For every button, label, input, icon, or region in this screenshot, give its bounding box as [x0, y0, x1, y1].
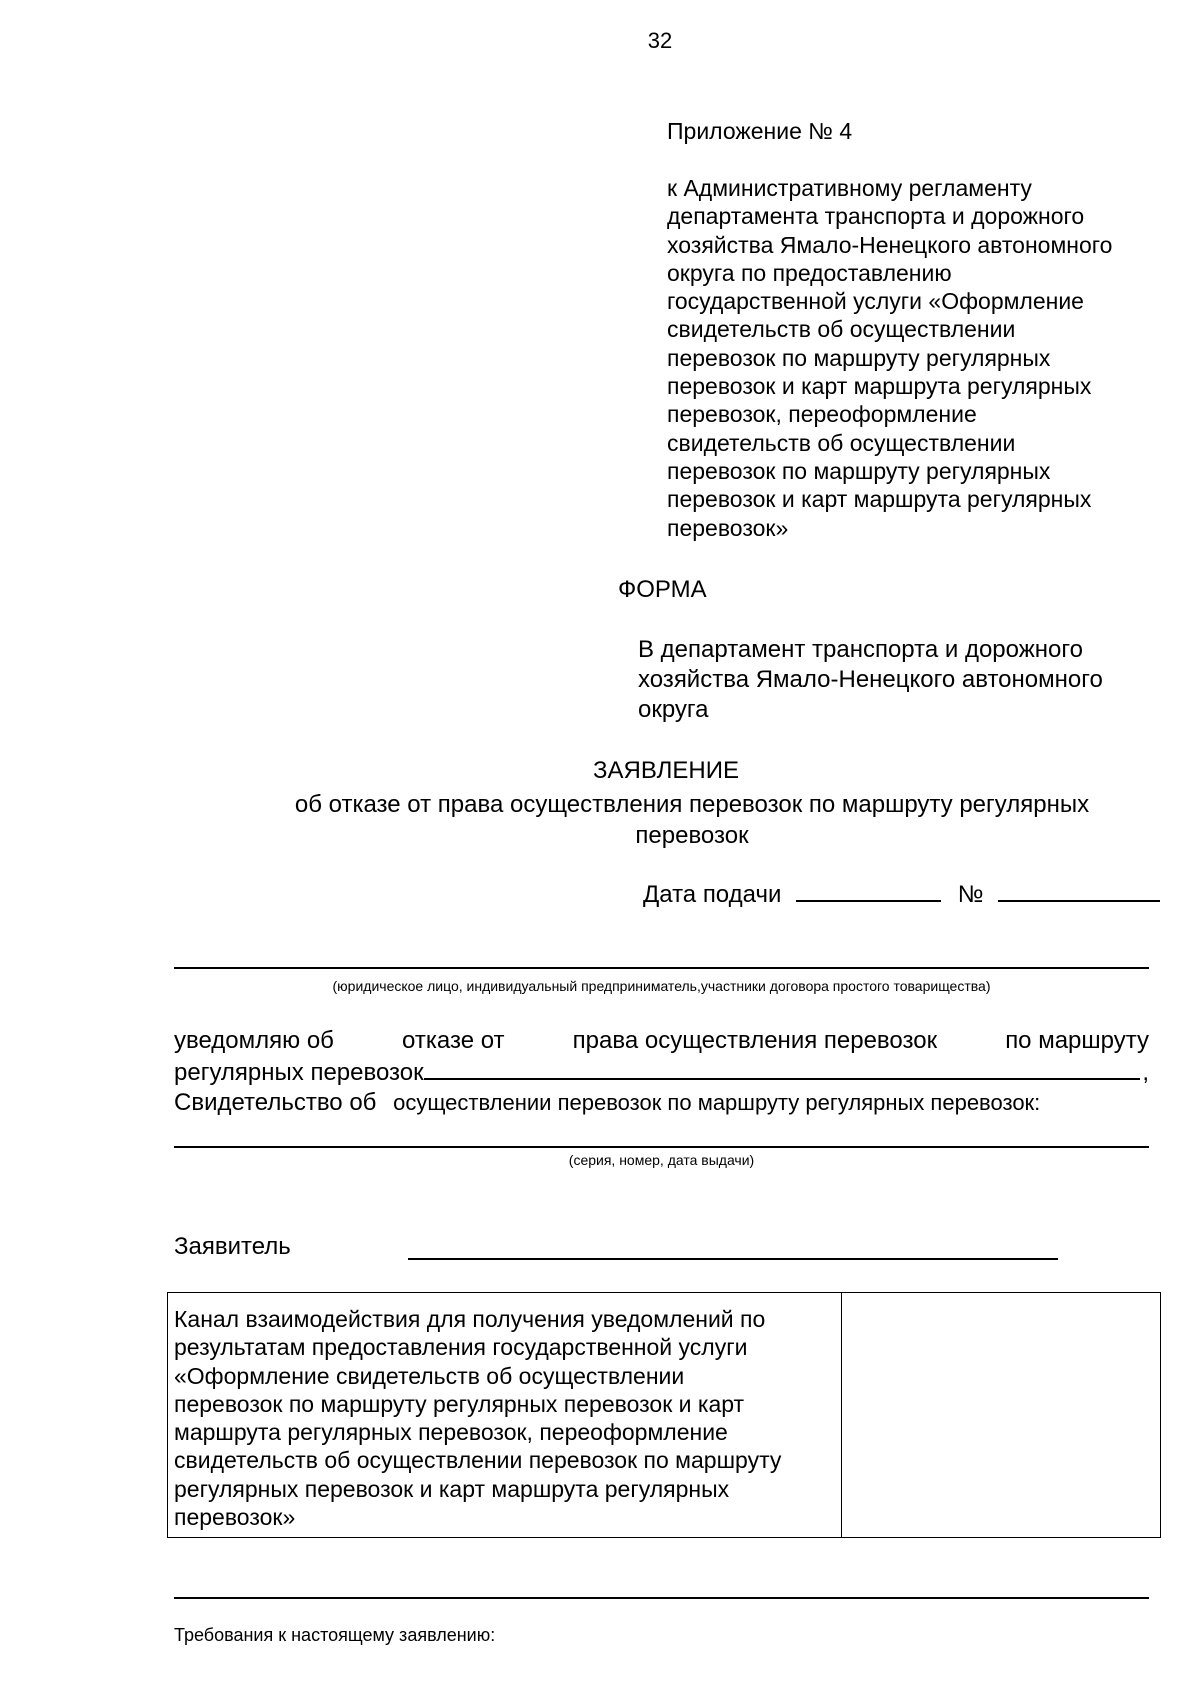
body-certificate-text: осуществлении перевозок по маршруту регулярных перевозок: — [393, 1090, 1041, 1115]
applicant-signature-field[interactable] — [408, 1258, 1058, 1260]
appendix-line: перевозок и карт маршрута регулярных — [667, 486, 1092, 513]
appendix-line: перевозок» — [667, 514, 789, 541]
body-line-3 — [174, 1089, 1149, 1117]
body-word: отказе от — [402, 1027, 505, 1054]
certificate-caption: (серия, номер, дата выдачи) — [568, 1152, 755, 1168]
appendix-line: к Административному регламенту — [667, 175, 1032, 201]
certificate-field[interactable] — [174, 1146, 1149, 1148]
appendix-line: округа по предоставлению — [667, 259, 952, 286]
recipient-line: хозяйства Ямало-Ненецкого автономного — [638, 666, 1103, 693]
submission-number-label: № — [957, 881, 984, 908]
statement-subtitle — [250, 789, 1134, 851]
body-word: уведомляю об — [174, 1027, 334, 1054]
appendix-line: свидетельств об осуществлении — [667, 429, 1016, 456]
appendix-line: перевозок по маршруту регулярных — [667, 344, 1051, 371]
route-field[interactable] — [424, 1058, 1141, 1080]
channel-table-value[interactable] — [848, 1300, 1154, 1532]
appendix-line: перевозок по маршруту регулярных — [667, 457, 1051, 484]
submission-row — [643, 880, 1160, 909]
channel-table-line: результатам предоставления государственной услуги — [174, 1334, 748, 1361]
requirements-label: Требования к настоящему заявлению: — [174, 1625, 496, 1645]
body-certificate-label: Свидетельство об — [174, 1089, 377, 1116]
applicant-type-caption: (юридическое лицо, индивидуальный предприниматель,участники договора простого товарищества) — [332, 978, 991, 994]
channel-table-line: Канал взаимодействия для получения уведомлений по — [174, 1306, 766, 1332]
applicant-type-field[interactable] — [174, 967, 1149, 969]
submission-number-field[interactable] — [998, 880, 1160, 902]
statement-title: ЗАЯВЛЕНИЕ — [593, 757, 739, 784]
recipient-block — [638, 635, 1178, 725]
body-line-1 — [174, 1027, 1149, 1055]
appendix-line: перевозок, переоформление — [667, 401, 977, 428]
appendix-line: хозяйства Ямало-Ненецкого автономного — [667, 231, 1113, 258]
page-number: 32 — [647, 28, 673, 53]
appendix-line: государственной услуги «Оформление — [667, 288, 1084, 315]
statement-subtitle-line: перевозок — [635, 822, 749, 849]
appendix-description — [667, 174, 1187, 542]
submission-date-field[interactable] — [796, 880, 941, 902]
appendix-line: свидетельств об осуществлении — [667, 316, 1016, 343]
footer-separator — [174, 1597, 1149, 1599]
recipient-line: округа — [638, 696, 709, 723]
body-word: по маршруту — [1005, 1027, 1149, 1054]
appendix-line: департамента транспорта и дорожного — [667, 203, 1085, 230]
channel-table-line: перевозок» — [174, 1504, 296, 1531]
body-route-label: регулярных перевозок — [174, 1059, 424, 1086]
applicant-label: Заявитель — [174, 1233, 291, 1260]
submission-date-label: Дата подачи — [643, 881, 782, 908]
channel-table-divider — [841, 1292, 842, 1538]
channel-table-line: свидетельств об осуществлении перевозок по маршруту — [174, 1447, 782, 1474]
appendix-line: перевозок и карт маршрута регулярных — [667, 373, 1092, 400]
body-word: права осуществления перевозок — [572, 1027, 938, 1054]
channel-table-line: перевозок по маршруту регулярных перевозок и карт — [174, 1390, 745, 1417]
channel-table-label — [174, 1305, 834, 1531]
body-line-2 — [174, 1058, 1149, 1087]
channel-table-line: маршрута регулярных перевозок, переоформление — [174, 1419, 728, 1446]
channel-table-line: «Оформление свидетельств об осуществлении — [174, 1362, 685, 1389]
statement-subtitle-line: об отказе от права осуществления перевозок по маршруту регулярных — [294, 791, 1090, 818]
recipient-line: В департамент транспорта и дорожного — [638, 636, 1083, 663]
channel-table-line: регулярных перевозок и карт маршрута регулярных — [174, 1475, 730, 1502]
body-comma: , — [1142, 1059, 1149, 1086]
appendix-title: Приложение № 4 — [667, 118, 853, 144]
form-label: ФОРМА — [618, 576, 707, 603]
